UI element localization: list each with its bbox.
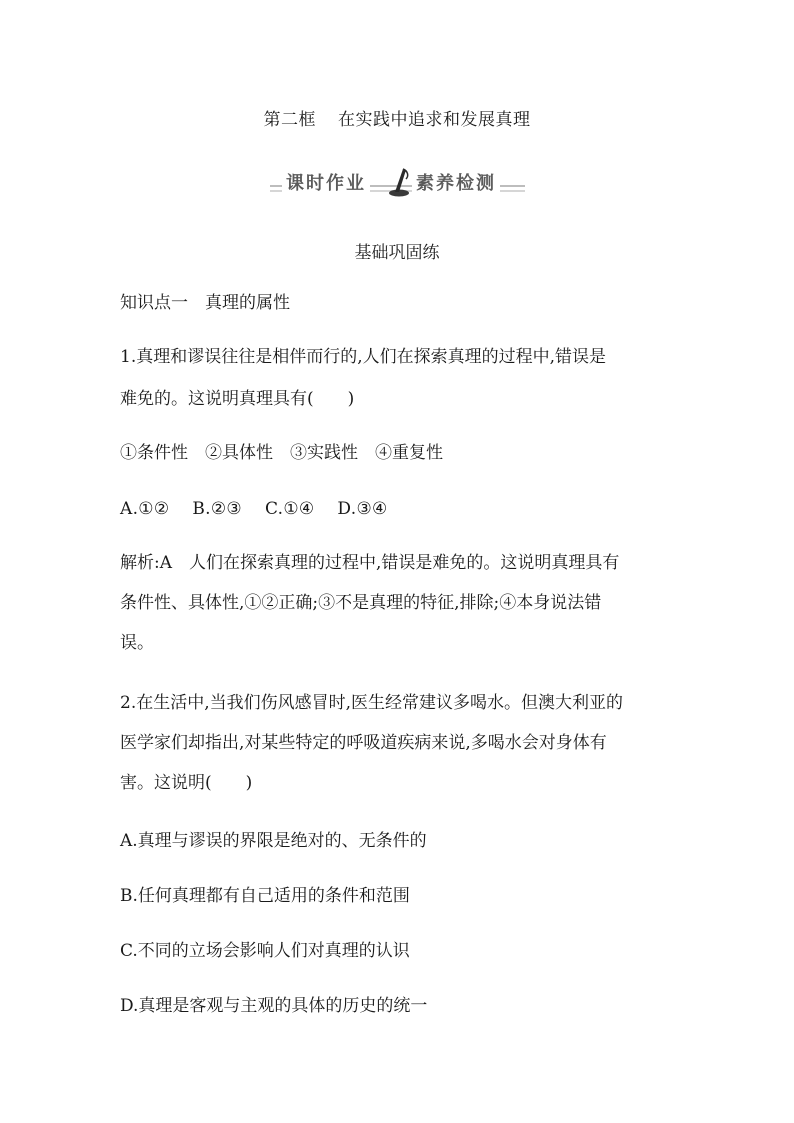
q2-option-c xyxy=(120,934,680,968)
title-part-1: 第二框 xyxy=(263,110,316,130)
q1-options-text: A.①② B.②③ C.①④ D.③④ xyxy=(120,499,388,519)
q1-items xyxy=(120,436,680,470)
q2-option-d-text: D.真理是客观与主观的具体的历史的统一 xyxy=(120,996,428,1016)
q2-option-c-text: C.不同的立场会影响人们对真理的认识 xyxy=(120,941,410,961)
q2-line-3: 害。这说明( ) xyxy=(120,773,253,793)
question-2 xyxy=(120,686,680,800)
q2-option-a-text: A.真理与谬误的界限是绝对的、无条件的 xyxy=(120,831,427,851)
page-title xyxy=(0,105,794,130)
q2-option-b xyxy=(120,879,680,913)
title-part-2: 在实践中追求和发展真理 xyxy=(338,110,531,130)
q2-option-b-text: B.任何真理都有自己适用的条件和范围 xyxy=(120,886,410,906)
section-title: 基础巩固练 xyxy=(354,243,440,263)
q1-analysis-line-3: 误。 xyxy=(120,633,154,653)
q1-items-text: ①条件性 ②具体性 ③实践性 ④重复性 xyxy=(120,443,443,463)
q1-line-2: 难免的。这说明真理具有( ) xyxy=(120,389,355,409)
q2-option-a xyxy=(120,824,680,858)
banner-right-text: 素养检测 xyxy=(412,169,500,195)
q1-analysis-line-2: 条件性、具体性,①②正确;③不是真理的特征,排除;④本身说法错 xyxy=(120,593,602,613)
knowledge-point-text: 知识点一 真理的属性 xyxy=(120,293,290,313)
question-1 xyxy=(120,340,680,416)
q1-options xyxy=(120,492,680,526)
pen-icon xyxy=(386,167,412,197)
banner-left-text: 课时作业 xyxy=(282,169,370,195)
q2-line-1: 2.在生活中,当我们伤风感冒时,医生经常建议多喝水。但澳大利亚的 xyxy=(120,693,624,713)
homework-banner xyxy=(270,166,525,200)
knowledge-point-heading xyxy=(120,286,680,320)
q1-line-1: 1.真理和谬误往往是相伴而行的,人们在探索真理的过程中,错误是 xyxy=(120,347,607,367)
q1-analysis-line-1: 解析:A 人们在探索真理的过程中,错误是难免的。这说明真理具有 xyxy=(120,553,620,573)
q2-line-2: 医学家们却指出,对某些特定的呼吸道疾病来说,多喝水会对身体有 xyxy=(120,733,607,753)
q1-analysis xyxy=(120,546,680,660)
q2-option-d xyxy=(120,989,680,1023)
